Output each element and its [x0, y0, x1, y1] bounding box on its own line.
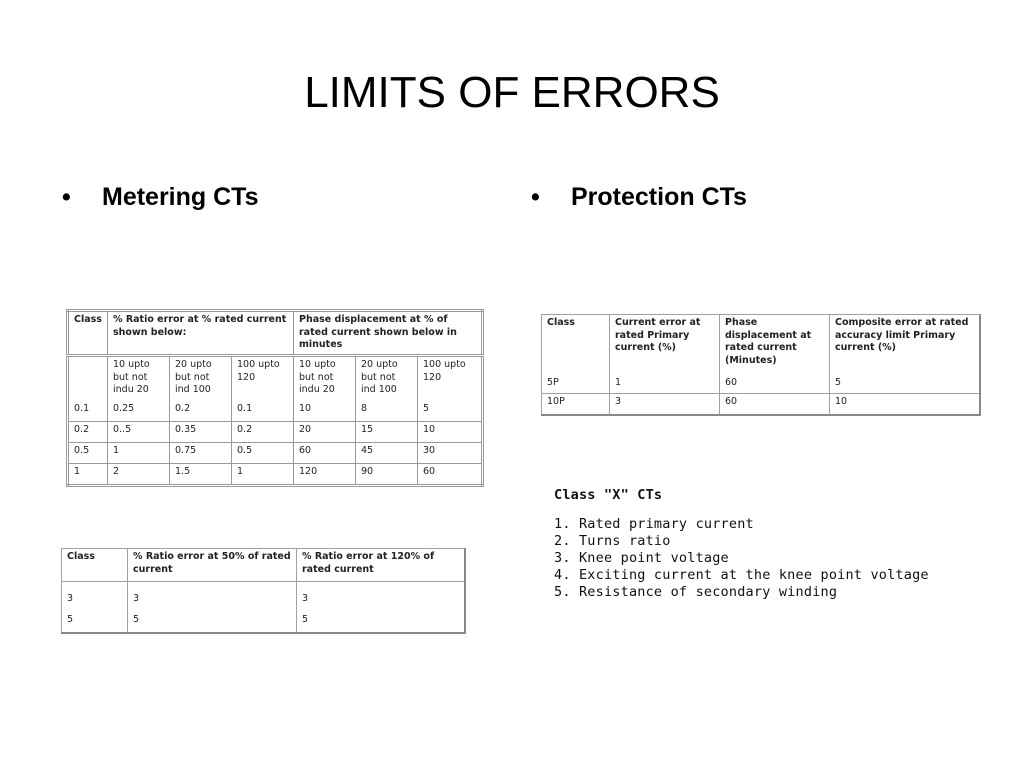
table-cell: 2 [108, 464, 170, 486]
table-cell: 0.1 [232, 401, 294, 422]
table-row [62, 582, 466, 612]
bullet-marker: • [531, 183, 540, 211]
table-cell: 0.75 [170, 443, 232, 464]
bullet-label: Metering CTs [102, 183, 259, 211]
table-cell: 3 [297, 582, 466, 612]
table-cell: 1 [68, 464, 108, 486]
subheader-cell: 20 upto but not ind 100 [170, 356, 232, 402]
metering-accuracy-table [66, 309, 484, 487]
header-class: Class [68, 311, 108, 356]
table-row [68, 443, 483, 464]
table-cell: 10 [418, 422, 483, 443]
header-phase-displacement: Phase displacement at rated current (Minutes) [720, 315, 830, 376]
table-cell: 0.2 [68, 422, 108, 443]
table-cell: 0.5 [68, 443, 108, 464]
table-cell: 15 [356, 422, 418, 443]
subheader-cell: 20 upto but not ind 100 [356, 356, 418, 402]
bullet-marker: • [62, 183, 71, 211]
table-cell: 1 [232, 464, 294, 486]
header-current-error: Current error at rated Primary current (%) [610, 315, 720, 376]
header-phase-displacement: Phase displacement at % of rated current shown below in minutes [294, 311, 483, 356]
table-cell: 5 [297, 611, 466, 633]
subheader-cell: 10 upto but not indu 20 [108, 356, 170, 402]
table-cell: 0.2 [232, 422, 294, 443]
table-cell: 1 [108, 443, 170, 464]
table-cell: 0.25 [108, 401, 170, 422]
header-ratio-120: % Ratio error at 120% of rated current [297, 549, 466, 582]
table-cell: 120 [294, 464, 356, 486]
table-cell: 10 [830, 394, 981, 416]
table-cell: 1.5 [170, 464, 232, 486]
table-cell: 8 [356, 401, 418, 422]
table-cell: 5 [418, 401, 483, 422]
subheader-cell: 100 upto 120 [418, 356, 483, 402]
table-row [68, 464, 483, 486]
table-cell: 0.35 [170, 422, 232, 443]
subheader-empty [68, 356, 108, 402]
list-item: 1. Rated primary current [554, 516, 754, 532]
table-cell: 5 [830, 375, 981, 394]
subheader-cell: 100 upto 120 [232, 356, 294, 402]
header-composite-error: Composite error at rated accuracy limit Primary current (%) [830, 315, 981, 376]
class-x-title: Class "X" CTs [554, 487, 663, 503]
bullet-label: Protection CTs [571, 183, 747, 211]
table-cell: 3 [128, 582, 297, 612]
table-cell: 0.5 [232, 443, 294, 464]
table-cell: 1 [610, 375, 720, 394]
class-x-cts-block [554, 487, 929, 601]
table-cell: 45 [356, 443, 418, 464]
table-cell: 0..5 [108, 422, 170, 443]
header-class: Class [62, 549, 128, 582]
list-item: 2. Turns ratio [554, 533, 671, 549]
table-cell: 60 [720, 394, 830, 416]
class-3-5-table [61, 548, 466, 634]
table-row [542, 394, 981, 416]
list-item: 4. Exciting current at the knee point voltage [554, 567, 929, 583]
table-row [62, 611, 466, 633]
table-cell: 0.1 [68, 401, 108, 422]
subheader-cell: 10 upto but not indu 20 [294, 356, 356, 402]
table-row [68, 401, 483, 422]
header-ratio-error: % Ratio error at % rated current shown below: [108, 311, 294, 356]
table-row [542, 375, 981, 394]
table-cell: 10 [294, 401, 356, 422]
table-cell: 30 [418, 443, 483, 464]
table-cell: 3 [62, 582, 128, 612]
table-cell: 3 [610, 394, 720, 416]
table-cell: 0.2 [170, 401, 232, 422]
table-cell: 90 [356, 464, 418, 486]
table-cell: 5 [62, 611, 128, 633]
table-cell: 60 [720, 375, 830, 394]
protection-accuracy-table [541, 314, 981, 416]
table-cell: 20 [294, 422, 356, 443]
table-cell: 5P [542, 375, 610, 394]
list-item: 3. Knee point voltage [554, 550, 729, 566]
list-item: 5. Resistance of secondary winding [554, 584, 838, 600]
slide-title: LIMITS OF ERRORS [304, 68, 720, 117]
class-x-list [554, 516, 929, 601]
table-row [68, 422, 483, 443]
table-cell: 60 [294, 443, 356, 464]
header-ratio-50: % Ratio error at 50% of rated current [128, 549, 297, 582]
header-class: Class [542, 315, 610, 376]
table-cell: 10P [542, 394, 610, 416]
table-cell: 5 [128, 611, 297, 633]
table-cell: 60 [418, 464, 483, 486]
